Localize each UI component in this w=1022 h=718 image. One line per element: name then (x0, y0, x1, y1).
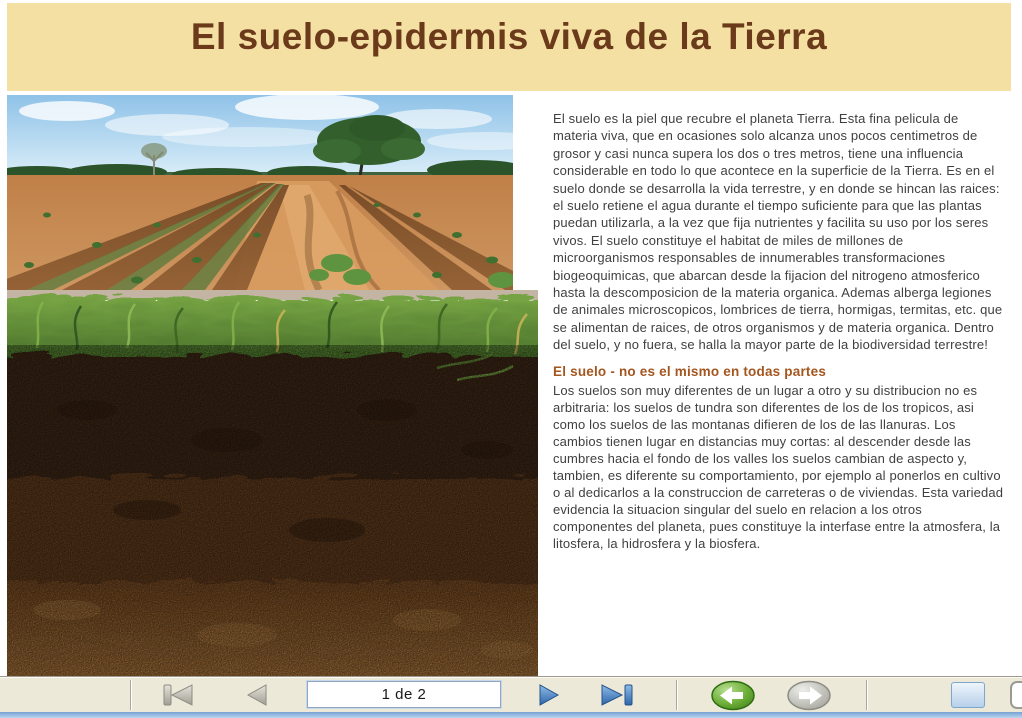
back-button[interactable] (710, 680, 756, 711)
toolbar-separator (130, 680, 132, 710)
toolbar-separator (676, 680, 678, 710)
first-page-button[interactable] (158, 682, 204, 708)
forward-arrow-icon (786, 680, 832, 711)
soil-profile-illustration (7, 290, 538, 676)
navigation-toolbar (0, 676, 1022, 712)
stop-button[interactable] (951, 682, 985, 708)
section-heading: El suelo - no es el mismo en todas partes (553, 363, 827, 379)
previous-page-icon (242, 682, 276, 708)
last-page-button[interactable] (594, 682, 640, 708)
page-indicator[interactable]: 1 de 2 (307, 681, 501, 708)
field-furrows-photo (7, 95, 513, 290)
page-title: El suelo-epidermis viva de la Tierra (190, 16, 828, 57)
slide-header (7, 3, 1011, 91)
next-page-icon (532, 682, 566, 708)
slide-body (7, 91, 1011, 676)
edge-partial-button[interactable] (1010, 681, 1022, 709)
toolbar-separator (866, 680, 868, 710)
section-paragraph: Los suelos son muy diferentes de un lugar a otro y su distribucion no es arbitraria: los suelos de tundra son diferentes de los de los tropicos, asi como los suelos de las montanas difieren de los de las llanuras. Los cambios tienen lugar en distancias muy cortas: al descender desde las cumbres hacia el fondo de los valles los suelos cambian de aspecto y, tambien, es diferente su comportamiento, por ejemplo al ponerlos en cultivo o al dedicarlos a la construccion de carreteras o de viviendas. Esta variedad evidencia la situacion singular del suelo en relacion a los otros componentes del planeta, pues constituye la interfase entre la atmosfera, la litosfera, la hidrosfera y la biosfera. (553, 382, 1004, 551)
last-page-icon (594, 682, 640, 708)
back-arrow-icon (710, 680, 756, 711)
article-text-column (553, 110, 1005, 552)
next-page-button[interactable] (532, 682, 566, 708)
soil-profile-photo (7, 290, 538, 676)
first-page-icon (158, 682, 204, 708)
previous-page-button[interactable] (242, 682, 276, 708)
intro-paragraph: El suelo es la piel que recubre el planeta Tierra. Esta fina pelicula de materia viva, que en ocasiones solo alcanza unos pocos centimetros de grosor y casi nunca supera los dos o tres metros, tiene una influencia considerable en todo lo que acontece en la superficie de la Tierra. Es en el suelo donde se desarrolla la vida terrestre, y en donde se hincan las raices: el suelo retiene el agua durante el tiempo suficiente para que las plantas puedan utilizarla, a la vez que fija nutrientes y facilita su uso por los seres vivos. El suelo constituye el habitat de miles de millones de microorganismos responsables de innumerables transformaciones biogeoquimicas, que abarcan desde la fijacion del nitrogeno atmosferico hasta la descomposicion de la materia organica. Ademas alberga legiones de animales microscopicos, lombrices de tierra, hormigas, termitas, etc. que se alimentan de raices, de otros organismos y de materia organica. Dentro del suelo, y no fuera, se halla la mayor parte de la biodiversidad terrestre! (553, 111, 1003, 353)
field-furrows-illustration (7, 95, 513, 290)
bottom-status-strip (0, 712, 1022, 718)
forward-button[interactable] (786, 680, 832, 711)
